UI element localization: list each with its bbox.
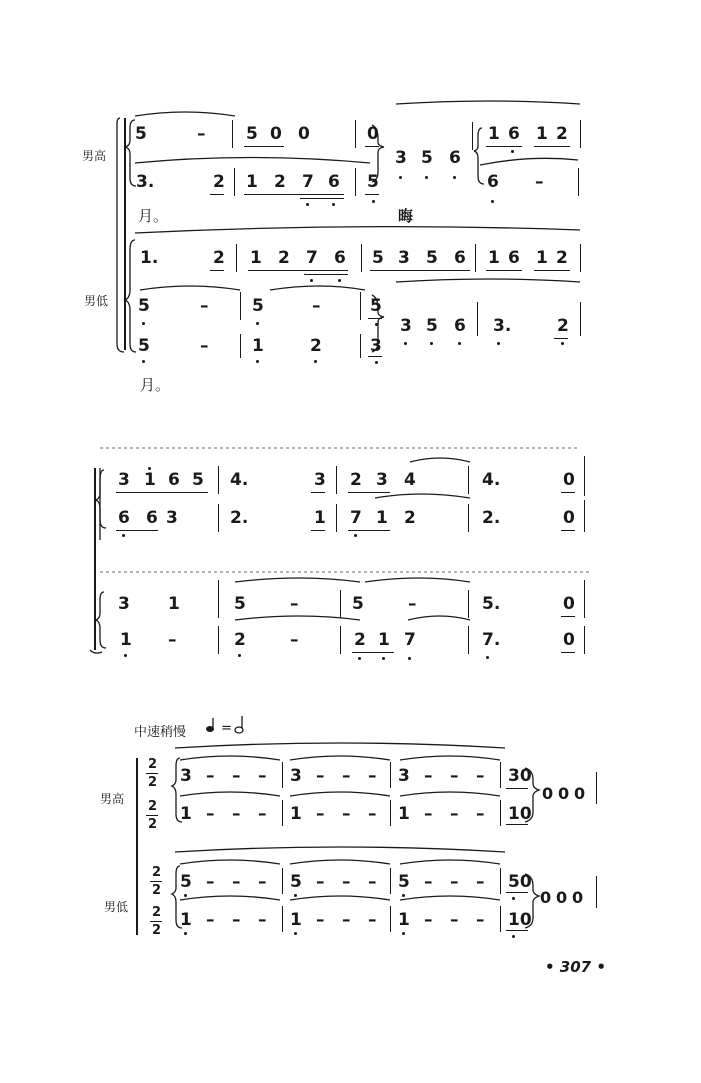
underline bbox=[210, 270, 224, 271]
underline bbox=[561, 652, 575, 653]
note: 0 bbox=[563, 470, 575, 490]
note: 5 bbox=[234, 594, 246, 614]
octave-dot bbox=[142, 322, 145, 325]
barline bbox=[340, 626, 341, 654]
rest: 0 bbox=[540, 888, 552, 907]
tempo-marking: 中速稍慢 bbox=[134, 725, 187, 740]
octave-dot bbox=[238, 654, 241, 657]
underline bbox=[348, 530, 390, 531]
note: 3 bbox=[166, 508, 178, 528]
dash: – bbox=[206, 872, 215, 892]
barline bbox=[282, 906, 283, 932]
note: 4. bbox=[230, 470, 249, 490]
barline bbox=[468, 590, 469, 618]
note: 5. bbox=[482, 594, 501, 614]
note: 3 bbox=[395, 148, 407, 168]
dash: – bbox=[342, 910, 351, 930]
barline bbox=[360, 334, 361, 358]
barline bbox=[500, 868, 501, 894]
time-sig-top: 2 bbox=[152, 865, 162, 880]
dash: – bbox=[342, 766, 351, 786]
time-sig-bottom: 2 bbox=[148, 775, 158, 790]
rest: 0 bbox=[542, 784, 554, 803]
octave-dot bbox=[512, 897, 515, 900]
underline bbox=[486, 146, 522, 147]
octave-dot bbox=[294, 894, 297, 897]
octave-dot bbox=[256, 322, 259, 325]
underline bbox=[561, 492, 575, 493]
note: 0 bbox=[563, 630, 575, 650]
note: 5 bbox=[352, 594, 364, 614]
note: 1 bbox=[290, 910, 302, 930]
underline bbox=[304, 274, 348, 275]
octave-dot bbox=[430, 342, 433, 345]
barline bbox=[282, 800, 283, 826]
octave-dot bbox=[491, 200, 494, 203]
barline bbox=[472, 122, 473, 150]
dash: – bbox=[290, 630, 299, 650]
dash: – bbox=[200, 336, 209, 356]
note: 4 bbox=[404, 470, 416, 490]
dash: – bbox=[258, 766, 267, 786]
barline bbox=[240, 334, 241, 358]
page-number: • 307 • bbox=[545, 958, 606, 976]
octave-dot bbox=[375, 361, 378, 364]
barline bbox=[218, 626, 219, 654]
note: 3 bbox=[314, 470, 326, 490]
underline bbox=[352, 652, 394, 653]
underline bbox=[561, 616, 575, 617]
note: 1 bbox=[246, 172, 258, 192]
time-sig-line bbox=[146, 815, 158, 816]
barline bbox=[355, 168, 356, 196]
note: 2 bbox=[278, 248, 290, 268]
note: 3 bbox=[398, 248, 410, 268]
dash: – bbox=[450, 766, 459, 786]
note: 5 bbox=[398, 872, 410, 892]
note: 6 bbox=[334, 248, 346, 268]
rest: 0 bbox=[556, 888, 568, 907]
note: 6 bbox=[118, 508, 130, 528]
barline bbox=[218, 504, 219, 532]
rest: 0 bbox=[558, 784, 570, 803]
note: 1 bbox=[376, 508, 388, 528]
barline bbox=[390, 868, 391, 894]
octave-dot bbox=[338, 279, 341, 282]
octave-dot bbox=[399, 176, 402, 179]
underline bbox=[506, 824, 528, 825]
voice-label-bass: 男低 bbox=[104, 900, 129, 914]
note: 5 bbox=[246, 124, 258, 144]
note: 1. bbox=[140, 248, 159, 268]
note: 1 bbox=[252, 336, 264, 356]
octave-dot bbox=[310, 279, 313, 282]
note: 5 bbox=[138, 336, 150, 356]
time-sig-line bbox=[150, 881, 162, 882]
octave-dot bbox=[354, 534, 357, 537]
time-sig-top: 2 bbox=[152, 905, 162, 920]
barline bbox=[390, 762, 391, 788]
dash: – bbox=[316, 804, 325, 824]
barline bbox=[584, 626, 585, 654]
note: 4. bbox=[482, 470, 501, 490]
note: 6 bbox=[508, 124, 520, 144]
octave-dot bbox=[372, 200, 375, 203]
note: 2 bbox=[556, 124, 568, 144]
octave-dot bbox=[512, 935, 515, 938]
dash: – bbox=[232, 804, 241, 824]
underline bbox=[368, 356, 382, 357]
note: 3 bbox=[118, 470, 130, 490]
dash: – bbox=[290, 594, 299, 614]
underline bbox=[244, 146, 284, 147]
octave-dot bbox=[404, 342, 407, 345]
note: 1 bbox=[250, 248, 262, 268]
dash: – bbox=[450, 872, 459, 892]
note: 1 bbox=[536, 248, 548, 268]
octave-dot bbox=[382, 657, 385, 660]
note: 0 bbox=[367, 124, 379, 144]
barline bbox=[500, 906, 501, 932]
note: 2 bbox=[213, 172, 225, 192]
underline bbox=[486, 270, 522, 271]
note: 5 bbox=[367, 172, 379, 192]
octave-dot bbox=[148, 467, 151, 470]
note: 5 bbox=[372, 248, 384, 268]
note: 3 bbox=[398, 766, 410, 786]
barline bbox=[578, 168, 579, 196]
barline bbox=[234, 168, 235, 196]
note: 1 bbox=[398, 804, 410, 824]
underline bbox=[368, 318, 382, 319]
barline bbox=[475, 244, 476, 272]
barline bbox=[596, 772, 597, 804]
dash: – bbox=[368, 872, 377, 892]
dash: – bbox=[316, 766, 325, 786]
time-sig-bottom: 2 bbox=[152, 883, 162, 898]
underline bbox=[534, 270, 570, 271]
barline bbox=[282, 868, 283, 894]
dash: – bbox=[258, 804, 267, 824]
note: 2. bbox=[482, 508, 501, 528]
note: 1 bbox=[488, 248, 500, 268]
barline bbox=[477, 302, 478, 336]
note: 50 bbox=[508, 872, 532, 892]
octave-dot bbox=[425, 176, 428, 179]
dash: – bbox=[168, 630, 177, 650]
note: 5 bbox=[290, 872, 302, 892]
underline bbox=[534, 146, 570, 147]
note: 1 bbox=[314, 508, 326, 528]
lyric: 月。 bbox=[138, 207, 169, 225]
barline bbox=[336, 504, 337, 532]
dash: – bbox=[312, 296, 321, 316]
underline bbox=[300, 198, 344, 199]
rest: 0 bbox=[574, 784, 586, 803]
note: 3 bbox=[400, 316, 412, 336]
underline bbox=[561, 530, 575, 531]
time-sig-top: 2 bbox=[148, 757, 158, 772]
dash: – bbox=[342, 804, 351, 824]
octave-dot bbox=[142, 360, 145, 363]
note: 5 bbox=[421, 148, 433, 168]
underline bbox=[311, 492, 325, 493]
note: 7 bbox=[306, 248, 318, 268]
note: 2 bbox=[556, 248, 568, 268]
note: 6 bbox=[454, 316, 466, 336]
barline bbox=[468, 504, 469, 532]
dash: – bbox=[450, 804, 459, 824]
barline bbox=[340, 590, 341, 618]
note: 6 bbox=[487, 172, 499, 192]
time-sig-top: 2 bbox=[148, 799, 158, 814]
underline bbox=[210, 194, 224, 195]
note: 2 bbox=[404, 508, 416, 528]
octave-dot bbox=[497, 342, 500, 345]
note: 1 bbox=[536, 124, 548, 144]
octave-dot bbox=[402, 894, 405, 897]
note: 2 bbox=[213, 248, 225, 268]
note: 6 bbox=[508, 248, 520, 268]
underline bbox=[248, 270, 348, 271]
dash: – bbox=[258, 872, 267, 892]
note: 5 bbox=[180, 872, 192, 892]
note: 2 bbox=[350, 470, 362, 490]
voice-label-bass: 男低 bbox=[84, 294, 109, 308]
underline bbox=[311, 530, 325, 531]
barline bbox=[240, 292, 241, 320]
barline bbox=[584, 580, 585, 618]
note: 3 bbox=[180, 766, 192, 786]
underline bbox=[506, 892, 528, 893]
octave-dot bbox=[375, 323, 378, 326]
dash: – bbox=[316, 872, 325, 892]
octave-dot bbox=[511, 150, 514, 153]
tempo-equals: = bbox=[221, 721, 232, 736]
note: 6 bbox=[328, 172, 340, 192]
note: 7. bbox=[482, 630, 501, 650]
note: 2 bbox=[310, 336, 322, 356]
dash: – bbox=[342, 872, 351, 892]
note: 1 bbox=[180, 804, 192, 824]
octave-dot bbox=[486, 656, 489, 659]
note: 5 bbox=[426, 316, 438, 336]
barline bbox=[232, 120, 233, 148]
note: 1 bbox=[120, 630, 132, 650]
time-sig-line bbox=[150, 921, 162, 922]
underline bbox=[365, 146, 379, 147]
note: 2 bbox=[234, 630, 246, 650]
octave-dot bbox=[306, 203, 309, 206]
time-sig-bottom: 2 bbox=[152, 923, 162, 938]
note: 3 bbox=[290, 766, 302, 786]
note: 5 bbox=[426, 248, 438, 268]
octave-dot bbox=[294, 932, 297, 935]
note: 1 bbox=[488, 124, 500, 144]
barline bbox=[580, 244, 581, 272]
dash: – bbox=[206, 910, 215, 930]
dash: – bbox=[476, 910, 485, 930]
underline bbox=[365, 194, 379, 195]
dash: – bbox=[424, 766, 433, 786]
dash: – bbox=[197, 124, 206, 144]
dash: – bbox=[368, 910, 377, 930]
dash: – bbox=[476, 872, 485, 892]
note: 3. bbox=[136, 172, 155, 192]
octave-dot bbox=[256, 360, 259, 363]
note: 0 bbox=[563, 508, 575, 528]
dash: – bbox=[424, 804, 433, 824]
note: 1 bbox=[180, 910, 192, 930]
note: 1 bbox=[168, 594, 180, 614]
voice-label-tenor: 男高 bbox=[82, 149, 107, 163]
note: 0 bbox=[298, 124, 310, 144]
note: 5 bbox=[138, 296, 150, 316]
dash: – bbox=[206, 804, 215, 824]
barline bbox=[360, 292, 361, 320]
note: 6 bbox=[449, 148, 461, 168]
octave-dot bbox=[184, 894, 187, 897]
dash: – bbox=[368, 766, 377, 786]
dash: – bbox=[424, 910, 433, 930]
note: 6 bbox=[454, 248, 466, 268]
note: 2 bbox=[354, 630, 366, 650]
barline bbox=[584, 456, 585, 496]
underline bbox=[506, 930, 528, 931]
note: 30 bbox=[508, 766, 532, 786]
note: 6 bbox=[168, 470, 180, 490]
underline bbox=[554, 338, 568, 339]
note: 1 bbox=[378, 630, 390, 650]
octave-dot bbox=[314, 360, 317, 363]
note: 7 bbox=[350, 508, 362, 528]
note: 5 bbox=[252, 296, 264, 316]
dash: – bbox=[232, 872, 241, 892]
underline bbox=[506, 788, 528, 789]
note: 3. bbox=[493, 316, 512, 336]
underline bbox=[116, 530, 158, 531]
note: 7 bbox=[404, 630, 416, 650]
note: 1 bbox=[290, 804, 302, 824]
octave-dot bbox=[358, 657, 361, 660]
time-sig-bottom: 2 bbox=[148, 817, 158, 832]
underline bbox=[244, 194, 344, 195]
dash: – bbox=[424, 872, 433, 892]
lyric: 月。 bbox=[140, 376, 171, 394]
octave-dot bbox=[402, 932, 405, 935]
octave-dot bbox=[561, 342, 564, 345]
barline bbox=[596, 876, 597, 908]
octave-dot bbox=[453, 176, 456, 179]
barline bbox=[468, 626, 469, 654]
barline bbox=[390, 906, 391, 932]
barline bbox=[282, 762, 283, 788]
barline bbox=[580, 120, 581, 148]
dash: – bbox=[206, 766, 215, 786]
note: 2 bbox=[557, 316, 569, 336]
dash: – bbox=[316, 910, 325, 930]
barline bbox=[236, 244, 237, 272]
note: 2 bbox=[274, 172, 286, 192]
note: 1 bbox=[144, 470, 156, 490]
dash: – bbox=[258, 910, 267, 930]
note: 5 bbox=[192, 470, 204, 490]
dash: – bbox=[368, 804, 377, 824]
dash: – bbox=[200, 296, 209, 316]
note: 3 bbox=[118, 594, 130, 614]
barline bbox=[355, 120, 356, 148]
underline bbox=[370, 270, 470, 271]
note: 3 bbox=[370, 336, 382, 356]
dash: – bbox=[232, 910, 241, 930]
time-sig-line bbox=[146, 773, 158, 774]
note: 0 bbox=[270, 124, 282, 144]
note: 5 bbox=[370, 296, 382, 316]
barline bbox=[580, 302, 581, 336]
octave-dot bbox=[458, 342, 461, 345]
octave-dot bbox=[124, 654, 127, 657]
note: 7 bbox=[302, 172, 314, 192]
note: 1 bbox=[398, 910, 410, 930]
barline bbox=[218, 466, 219, 494]
note: 10 bbox=[508, 910, 532, 930]
barline bbox=[500, 762, 501, 788]
octave-dot bbox=[122, 534, 125, 537]
note: 5 bbox=[135, 124, 147, 144]
barline bbox=[500, 800, 501, 826]
barline bbox=[361, 244, 362, 272]
barline bbox=[336, 466, 337, 494]
rest: 0 bbox=[572, 888, 584, 907]
dash: – bbox=[450, 910, 459, 930]
underline bbox=[348, 492, 390, 493]
note: 2. bbox=[230, 508, 249, 528]
barline bbox=[468, 466, 469, 494]
note: 10 bbox=[508, 804, 532, 824]
dash: – bbox=[535, 172, 544, 192]
barline bbox=[218, 580, 219, 618]
lyric: 晦 bbox=[398, 207, 414, 225]
dash: – bbox=[232, 766, 241, 786]
underline bbox=[116, 492, 208, 493]
note: 0 bbox=[563, 594, 575, 614]
voice-label-tenor: 男高 bbox=[100, 792, 125, 806]
dash: – bbox=[408, 594, 417, 614]
octave-dot bbox=[332, 203, 335, 206]
dash: – bbox=[476, 804, 485, 824]
octave-dot bbox=[184, 932, 187, 935]
barline bbox=[390, 800, 391, 826]
octave-dot bbox=[408, 657, 411, 660]
barline bbox=[584, 500, 585, 532]
note: 3 bbox=[376, 470, 388, 490]
dash: – bbox=[476, 766, 485, 786]
note: 6 bbox=[146, 508, 158, 528]
